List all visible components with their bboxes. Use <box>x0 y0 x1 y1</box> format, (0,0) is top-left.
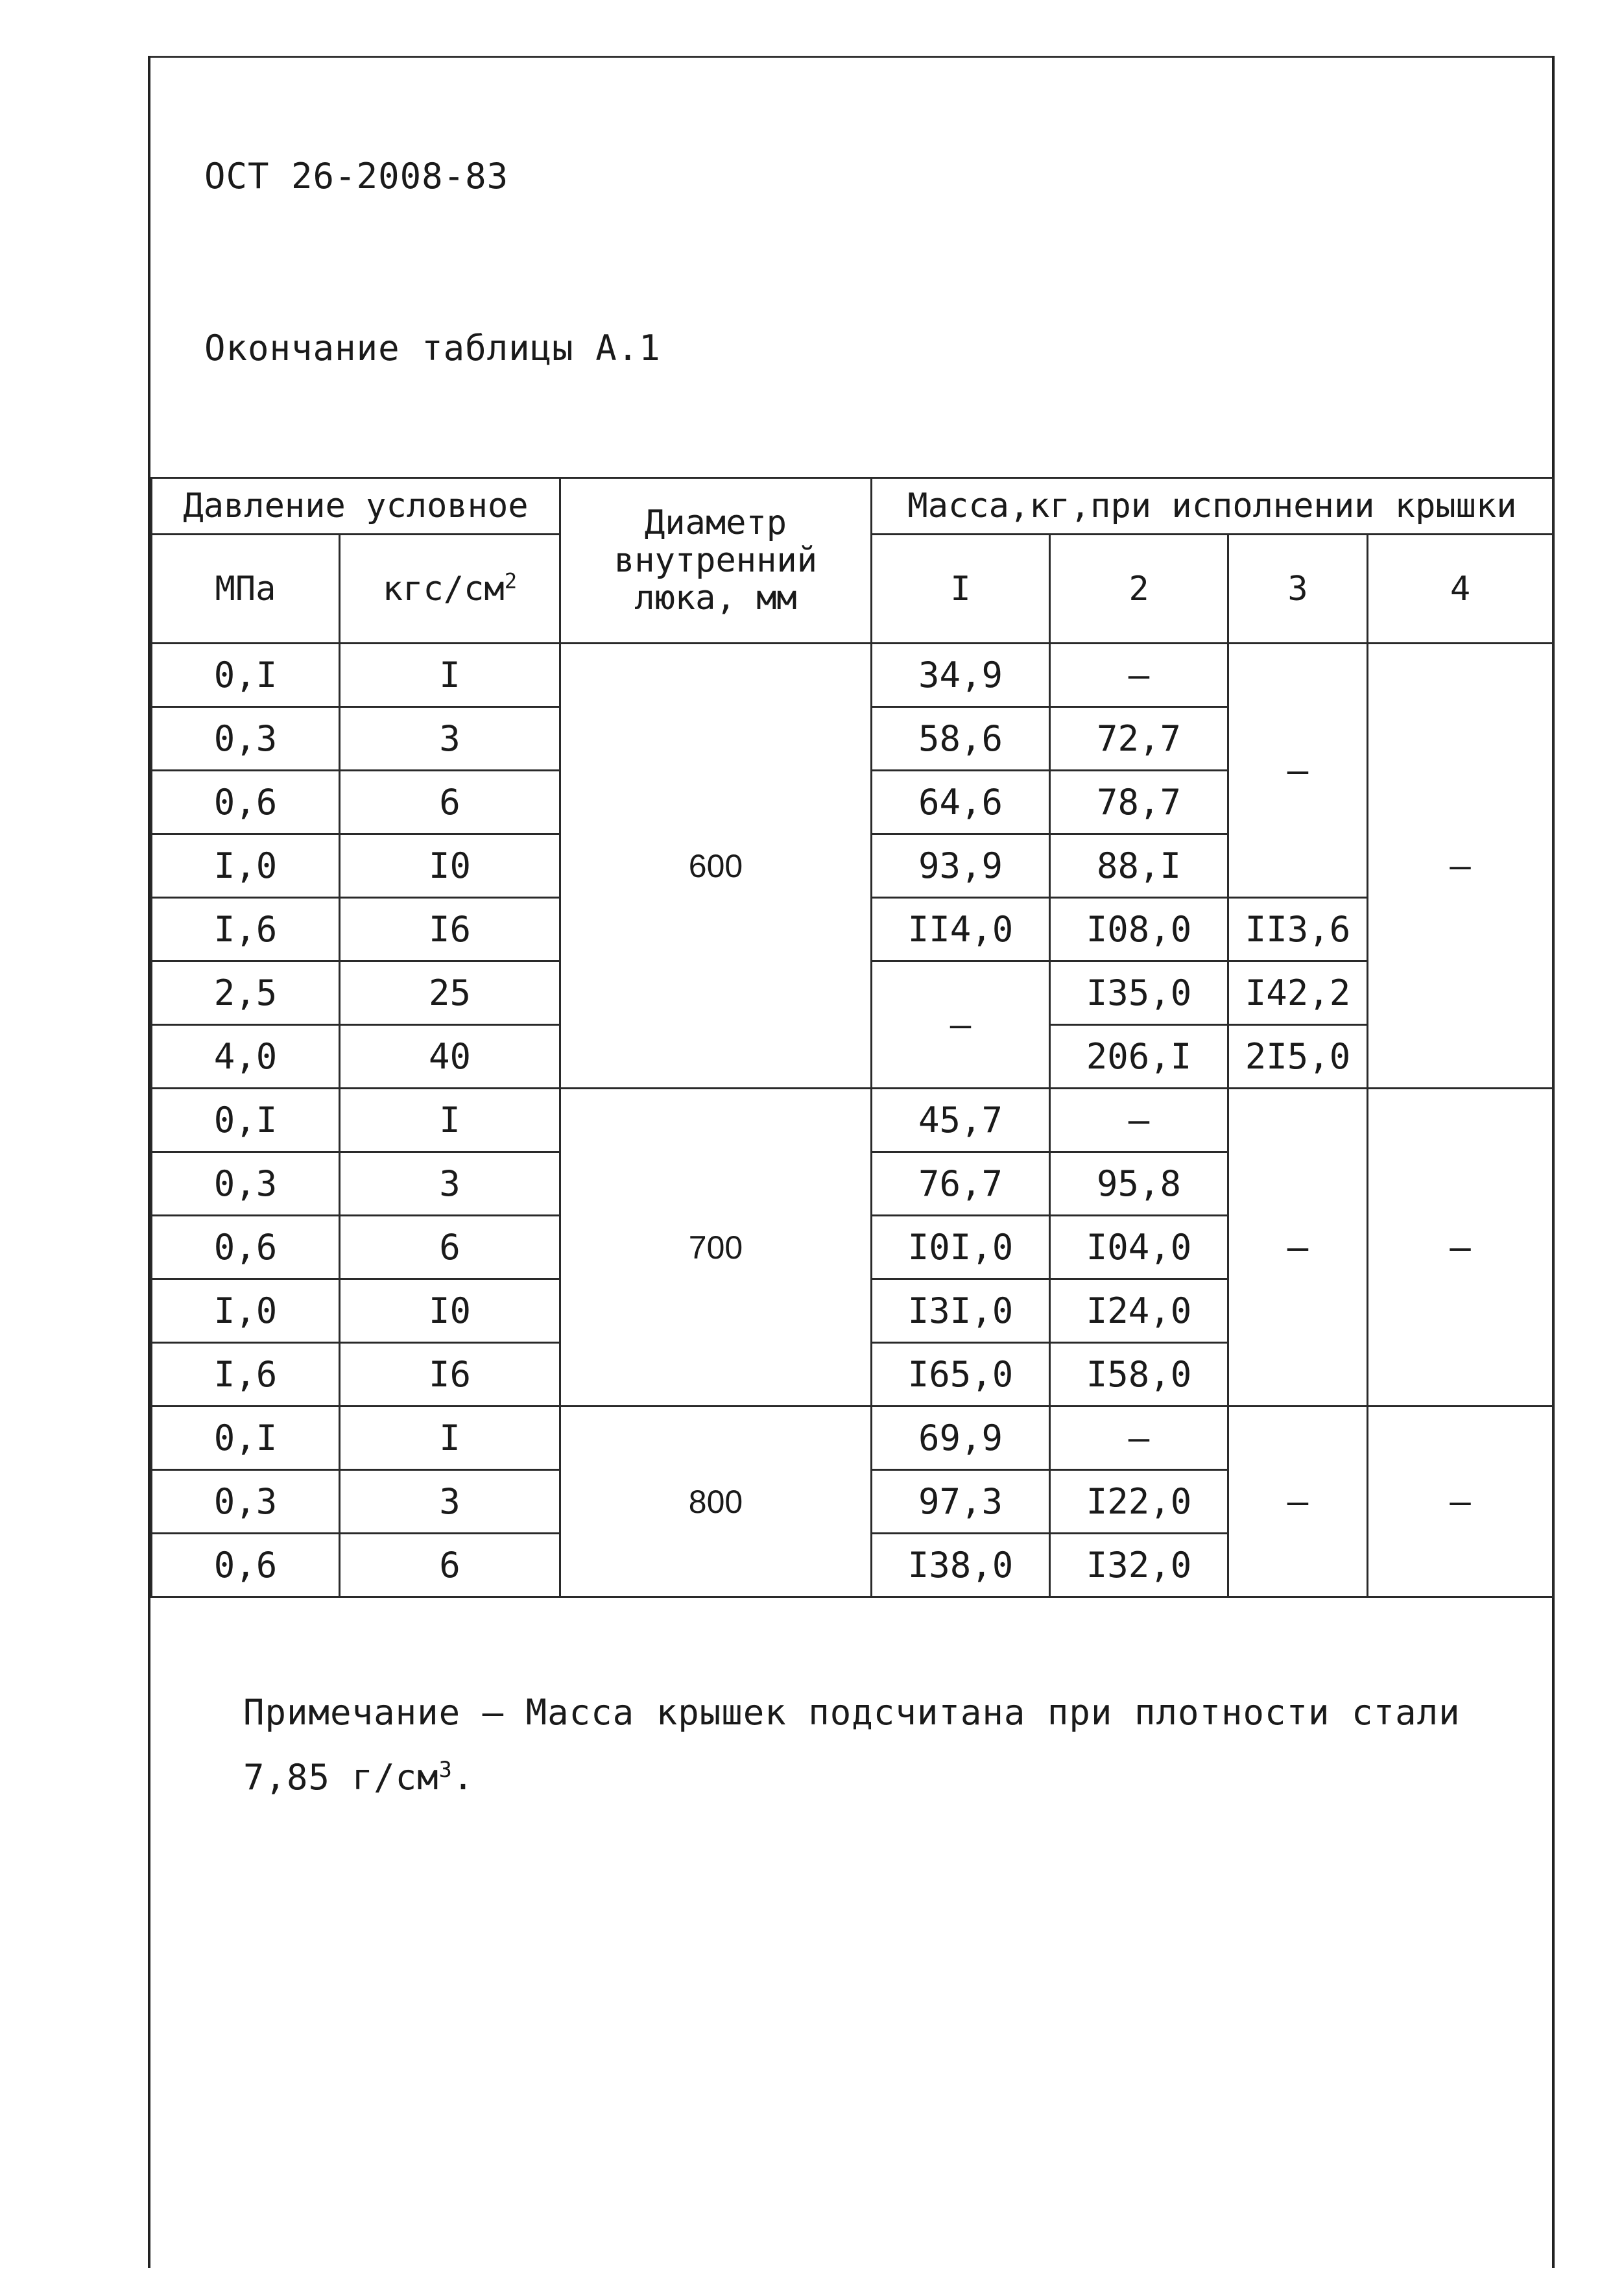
pressure-kgs-cell: I <box>340 1407 560 1470</box>
pressure-kgs-cell: 25 <box>340 961 560 1025</box>
pressure-mpa-cell: 0,I <box>152 1089 340 1152</box>
pressure-kgs-cell: 6 <box>340 1216 560 1279</box>
diameter-cell: 800 <box>560 1407 872 1597</box>
pressure-mpa-cell: 2,5 <box>152 961 340 1025</box>
table-row <box>152 644 1553 707</box>
table-row <box>152 1407 1553 1470</box>
mass-exec2-cell: 95,8 <box>1050 1152 1228 1216</box>
pressure-kgs-cell: I6 <box>340 898 560 961</box>
note-line1: Примечание – Масса крышек подсчитана при плотности стали <box>243 1692 1461 1733</box>
pressure-kgs-cell: I6 <box>340 1343 560 1407</box>
pressure-kgs-cell: I <box>340 1089 560 1152</box>
mass-exec2-cell: 206,I <box>1050 1025 1228 1089</box>
diameter-header-line3: люка, мм <box>634 579 797 618</box>
pressure-mpa-cell: 0,3 <box>152 1470 340 1534</box>
mass-exec1-cell: 97,3 <box>872 1470 1050 1534</box>
pressure-mpa-cell: 0,3 <box>152 707 340 771</box>
pressure-mpa-cell: 0,I <box>152 1407 340 1470</box>
mass-exec2-cell: I22,0 <box>1050 1470 1228 1534</box>
mass-exec1-cell: 45,7 <box>872 1089 1050 1152</box>
mass-exec2-cell: I35,0 <box>1050 961 1228 1025</box>
diameter-cell: 700 <box>560 1089 872 1407</box>
diameter-header-line2: внутренний <box>614 541 818 580</box>
mass-exec2-cell: – <box>1050 1407 1228 1470</box>
mass-exec1-cell: I0I,0 <box>872 1216 1050 1279</box>
pressure-mpa-cell: 0,6 <box>152 1216 340 1279</box>
pressure-kgs-cell: 6 <box>340 1534 560 1597</box>
table-note <box>243 1680 1461 1810</box>
mass-exec1-cell: 58,6 <box>872 707 1050 771</box>
mass-exec1-cell: I65,0 <box>872 1343 1050 1407</box>
note-line2 <box>243 1745 1461 1810</box>
mass-exec4-cell: – <box>1368 644 1553 1089</box>
mass-exec4-cell: – <box>1368 1407 1553 1597</box>
document-code: ОСТ 26-2008-83 <box>204 156 509 197</box>
mass-exec2-cell: I32,0 <box>1050 1534 1228 1597</box>
table-body <box>152 644 1553 1597</box>
unit-mpa-header: МПа <box>152 535 340 644</box>
diameter-header-line1: Диаметр <box>644 503 787 542</box>
mass-exec3-cell: I42,2 <box>1228 961 1368 1025</box>
mass-table <box>150 477 1554 1598</box>
unit-kgs-exponent: 2 <box>504 568 518 594</box>
pressure-mpa-cell: 0,6 <box>152 771 340 834</box>
pressure-mpa-cell: 4,0 <box>152 1025 340 1089</box>
pressure-mpa-cell: I,6 <box>152 898 340 961</box>
pressure-kgs-cell: 3 <box>340 707 560 771</box>
exec-3-header: 3 <box>1228 535 1368 644</box>
diameter-header <box>560 478 872 644</box>
pressure-group-header: Давление условное <box>152 478 560 535</box>
note-density-value: 7,85 г/см <box>243 1757 439 1798</box>
pressure-mpa-cell: I,6 <box>152 1343 340 1407</box>
mass-exec2-cell: I24,0 <box>1050 1279 1228 1343</box>
pressure-kgs-cell: I0 <box>340 1279 560 1343</box>
exec-1-header: I <box>872 535 1050 644</box>
mass-exec2-cell: I08,0 <box>1050 898 1228 961</box>
table-caption: Окончание таблицы А.1 <box>204 328 661 368</box>
mass-exec2-cell: I04,0 <box>1050 1216 1228 1279</box>
pressure-kgs-cell: 6 <box>340 771 560 834</box>
mass-exec2-cell: 78,7 <box>1050 771 1228 834</box>
pressure-mpa-cell: I,0 <box>152 834 340 898</box>
pressure-kgs-cell: 3 <box>340 1470 560 1534</box>
mass-exec1-cell: II4,0 <box>872 898 1050 961</box>
mass-exec1-cell: 69,9 <box>872 1407 1050 1470</box>
pressure-mpa-cell: 0,3 <box>152 1152 340 1216</box>
note-density-exponent: 3 <box>438 1757 453 1782</box>
mass-exec3-cell: – <box>1228 644 1368 898</box>
mass-exec2-cell: 72,7 <box>1050 707 1228 771</box>
pressure-kgs-cell: 3 <box>340 1152 560 1216</box>
pressure-kgs-cell: I0 <box>340 834 560 898</box>
mass-exec1-cell: 34,9 <box>872 644 1050 707</box>
pressure-mpa-cell: 0,6 <box>152 1534 340 1597</box>
page-frame-top <box>148 56 1555 58</box>
diameter-cell: 600 <box>560 644 872 1089</box>
mass-exec2-cell: – <box>1050 644 1228 707</box>
pressure-kgs-cell: 40 <box>340 1025 560 1089</box>
note-period: . <box>452 1757 475 1798</box>
mass-exec2-cell: – <box>1050 1089 1228 1152</box>
unit-kgs-header <box>340 535 560 644</box>
mass-exec1-cell: I3I,0 <box>872 1279 1050 1343</box>
pressure-mpa-cell: I,0 <box>152 1279 340 1343</box>
mass-exec1-cell: 76,7 <box>872 1152 1050 1216</box>
mass-exec1-cell: 64,6 <box>872 771 1050 834</box>
mass-exec1-cell: 93,9 <box>872 834 1050 898</box>
pressure-kgs-cell: I <box>340 644 560 707</box>
mass-exec3-cell: – <box>1228 1407 1368 1597</box>
mass-exec1-cell: – <box>872 961 1050 1089</box>
mass-exec2-cell: I58,0 <box>1050 1343 1228 1407</box>
mass-exec3-cell: 2I5,0 <box>1228 1025 1368 1089</box>
mass-exec3-cell: – <box>1228 1089 1368 1407</box>
mass-exec3-cell: II3,6 <box>1228 898 1368 961</box>
table-row <box>152 1089 1553 1152</box>
mass-exec2-cell: 88,I <box>1050 834 1228 898</box>
mass-exec4-cell: – <box>1368 1089 1553 1407</box>
exec-4-header: 4 <box>1368 535 1553 644</box>
unit-kgs-text: кгс/см <box>382 569 505 609</box>
mass-group-header: Масса,кг,при исполнении крышки <box>872 478 1553 535</box>
mass-exec1-cell: I38,0 <box>872 1534 1050 1597</box>
pressure-mpa-cell: 0,I <box>152 644 340 707</box>
exec-2-header: 2 <box>1050 535 1228 644</box>
